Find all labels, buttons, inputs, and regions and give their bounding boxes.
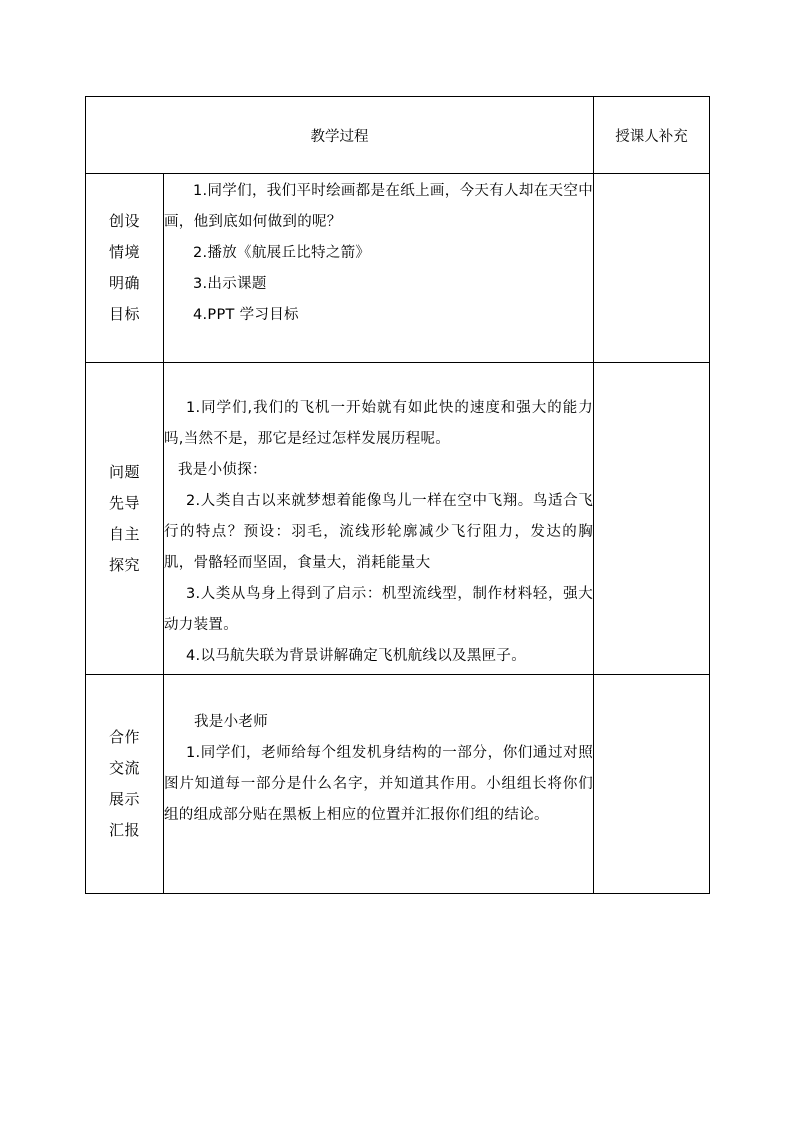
content-cell	[164, 363, 594, 675]
stage-line: 明确	[108, 274, 140, 292]
table-row	[86, 174, 710, 363]
content-paragraph: 4.以马航失联为背景讲解确定飞机航线以及黑匣子。	[186, 648, 527, 664]
content-paragraph: 3.人类从鸟身上得到了启示：机型流线型，制作材料轻，强大动力装置。	[164, 586, 593, 633]
supplement-cell	[594, 675, 710, 894]
stage-line: 创设	[108, 212, 140, 230]
content-paragraph: 1.同学们，老师给每个组发机身结构的一部分，你们通过对照图片知道每一部分是什么名字，并知道其作用。小组组长将你们组的组成部分贴在黑板上相应的位置并汇报你们组的结论。	[164, 745, 593, 823]
table-row	[86, 363, 710, 675]
stage-line: 情境	[108, 243, 140, 261]
stage-line: 自主	[108, 524, 140, 543]
content-paragraph: 3.出示课题	[193, 276, 267, 292]
supplement-header: 授课人补充	[594, 97, 710, 174]
lesson-plan-table	[85, 96, 710, 894]
table-row	[86, 675, 710, 894]
stage-cell	[86, 675, 164, 894]
stage-line: 汇报	[108, 821, 140, 839]
content-paragraph: 2.播放《航展丘比特之箭》	[193, 245, 371, 261]
stage-cell	[86, 363, 164, 675]
content-paragraph: 我是小老师	[194, 714, 268, 730]
stage-line: 交流	[108, 759, 140, 777]
content-paragraph: 1.同学们，我们平时绘画都是在纸上画，今天有人却在天空中画，他到底如何做到的呢？	[164, 183, 593, 230]
supplement-cell	[594, 174, 710, 363]
stage-line: 探究	[108, 555, 140, 574]
content-paragraph: 4.PPT 学习目标	[193, 307, 299, 323]
stage-line: 问题	[108, 462, 140, 481]
process-header: 教学过程	[86, 97, 594, 174]
stage-line: 合作	[108, 728, 140, 746]
content-cell	[164, 174, 594, 363]
stage-line: 先导	[108, 493, 140, 512]
content-paragraph: 1.同学们,我们的飞机一开始就有如此快的速度和强大的能力吗,当然不是，那它是经过怎样发展历程呢。	[164, 400, 593, 447]
stage-cell	[86, 174, 164, 363]
supplement-cell	[594, 363, 710, 675]
table-header-row	[86, 97, 710, 174]
content-paragraph: 我是小侦探：	[178, 462, 267, 478]
stage-line: 目标	[108, 305, 140, 323]
content-cell	[164, 675, 594, 894]
stage-line: 展示	[108, 790, 140, 808]
content-paragraph: 2.人类自古以来就梦想着能像鸟儿一样在空中飞翔。鸟适合飞行的特点？预设：羽毛，流线形轮廓减少飞行阻力，发达的胸肌，骨骼轻而坚固，食量大，消耗能量大	[164, 493, 593, 571]
